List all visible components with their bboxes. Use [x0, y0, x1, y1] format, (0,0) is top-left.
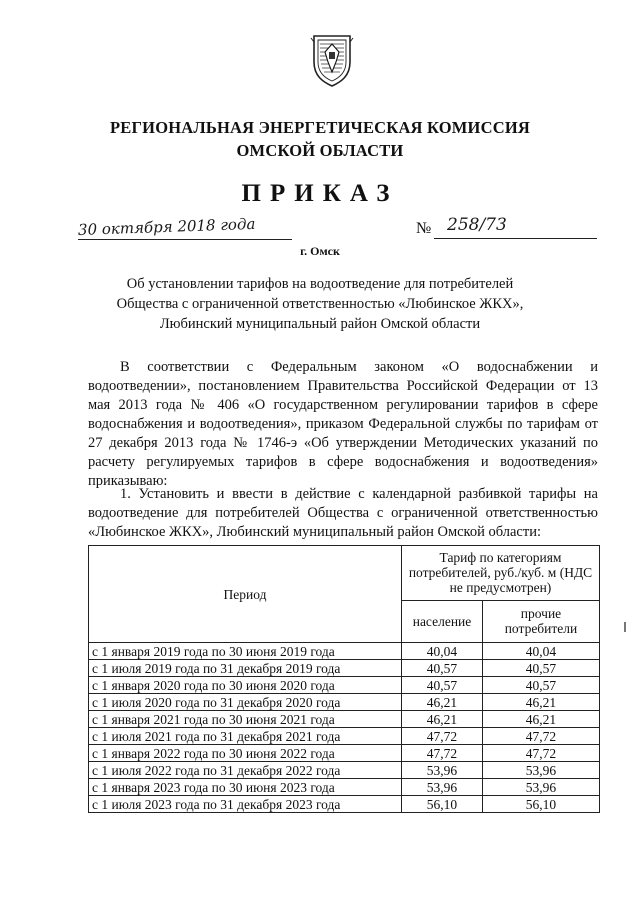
subject-line: Об установлении тарифов на водоотведение для потребителей — [126, 276, 514, 292]
table-header-row — [89, 546, 600, 601]
other-tariff-cell: 56,10 — [482, 796, 599, 813]
header-period: Период — [89, 546, 402, 643]
city-label: г. Омск — [300, 244, 340, 258]
population-tariff-cell: 53,96 — [402, 779, 483, 796]
other-tariff-cell: 47,72 — [482, 745, 599, 762]
handwritten-date: 30 октября 2018 года — [77, 214, 256, 239]
population-tariff-cell: 56,10 — [402, 796, 483, 813]
other-tariff-cell: 53,96 — [482, 762, 599, 779]
period-cell: с 1 января 2022 года по 30 июня 2022 года — [89, 745, 402, 762]
organization-name-line1: РЕГИОНАЛЬНАЯ ЭНЕРГЕТИЧЕСКАЯ КОМИССИЯ — [110, 118, 530, 137]
table-row — [89, 762, 600, 779]
pencil-mark — [624, 622, 626, 632]
period-cell: с 1 июля 2023 года по 31 декабря 2023 года — [89, 796, 402, 813]
tariff-table — [88, 545, 600, 813]
period-cell: с 1 июля 2022 года по 31 декабря 2022 года — [89, 762, 402, 779]
header-other-consumers: прочие потребители — [482, 600, 599, 642]
other-tariff-cell: 40,57 — [482, 660, 599, 677]
population-tariff-cell: 46,21 — [402, 694, 483, 711]
table-row — [89, 745, 600, 762]
population-tariff-cell: 53,96 — [402, 762, 483, 779]
period-cell: с 1 января 2019 года по 30 июня 2019 года — [89, 643, 402, 660]
table-row — [89, 660, 600, 677]
other-tariff-cell: 47,72 — [482, 728, 599, 745]
subject-line: Общества с ограниченной ответственностью «Любинское ЖКХ», — [116, 296, 524, 312]
header-population: население — [402, 600, 483, 642]
population-tariff-cell: 40,04 — [402, 643, 483, 660]
date-underline — [78, 239, 292, 240]
table-row — [89, 711, 600, 728]
period-cell: с 1 июля 2020 года по 31 декабря 2020 года — [89, 694, 402, 711]
period-cell: с 1 января 2023 года по 30 июня 2023 года — [89, 779, 402, 796]
number-label: № — [416, 220, 432, 237]
other-tariff-cell: 46,21 — [482, 694, 599, 711]
coat-of-arms-icon — [309, 32, 355, 88]
table-row — [89, 728, 600, 745]
period-cell: с 1 января 2021 года по 30 июня 2021 года — [89, 711, 402, 728]
other-tariff-cell: 40,04 — [482, 643, 599, 660]
table-row — [89, 643, 600, 660]
other-tariff-cell: 53,96 — [482, 779, 599, 796]
period-cell: с 1 июля 2021 года по 31 декабря 2021 года — [89, 728, 402, 745]
other-tariff-cell: 40,57 — [482, 677, 599, 694]
other-tariff-cell: 46,21 — [482, 711, 599, 728]
population-tariff-cell: 40,57 — [402, 660, 483, 677]
table-row — [89, 694, 600, 711]
clause-1-paragraph: 1. Установить и ввести в действие с календарной разбивкой тарифы на водоотведение для потребителей Общества с ограниченной ответственностью «Любинское ЖКХ», Любинский муниципальный район Омской области: — [88, 486, 598, 540]
document-title: ПРИКАЗ — [241, 180, 399, 207]
number-underline — [434, 238, 597, 239]
table-row — [89, 796, 600, 813]
table-row — [89, 677, 600, 694]
population-tariff-cell: 40,57 — [402, 677, 483, 694]
table-row — [89, 779, 600, 796]
period-cell: с 1 января 2020 года по 30 июня 2020 года — [89, 677, 402, 694]
organization-name-line2: ОМСКОЙ ОБЛАСТИ — [236, 141, 404, 160]
population-tariff-cell: 47,72 — [402, 728, 483, 745]
population-tariff-cell: 47,72 — [402, 745, 483, 762]
preamble-paragraph: В соответствии с Федеральным законом «О водоснабжении и водоотведении», постановлением Правительства Российской Федерации от 13 мая 2013 года № 406 «О государственном регулировании тарифов в сфере водоснабжения и водоотведения», приказом Федеральной службы по тарифам от 27 декабря 2013 года № 1746-э «Об утверждении Методических указаний по расчету регулируемых тарифов в сфере водоснабжения и водоотведения» приказываю: — [88, 359, 598, 489]
header-tariff: Тариф по категориям потребителей, руб./куб. м (НДС не предусмотрен) — [402, 546, 600, 601]
subject-line: Любинский муниципальный район Омской области — [159, 316, 481, 332]
handwritten-number: 258/73 — [447, 215, 507, 235]
population-tariff-cell: 46,21 — [402, 711, 483, 728]
period-cell: с 1 июля 2019 года по 31 декабря 2019 года — [89, 660, 402, 677]
